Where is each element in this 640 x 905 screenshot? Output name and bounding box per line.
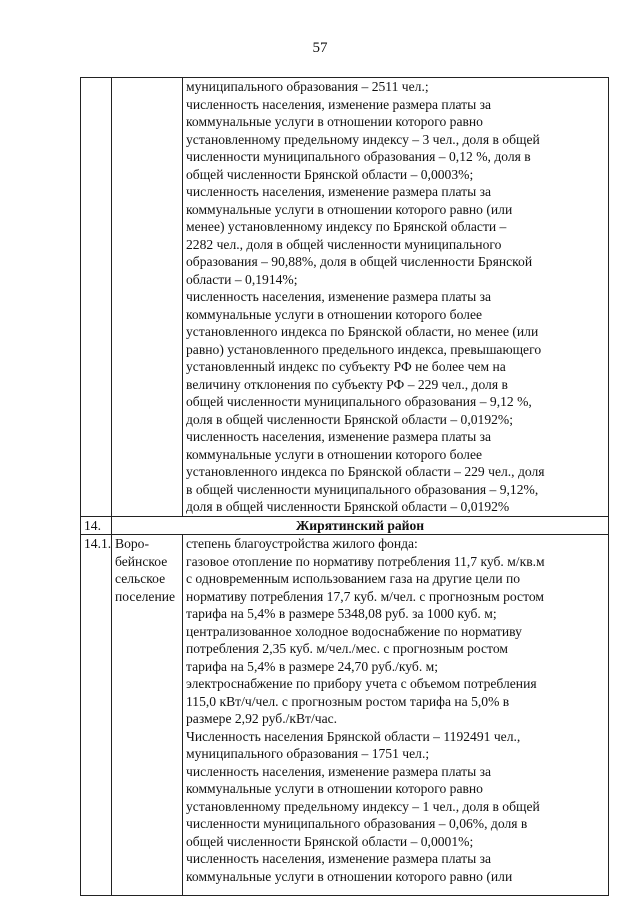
- text-line: в общей численности муниципального образования – 9,12%,: [186, 481, 539, 497]
- table-row-continued: [81, 78, 609, 517]
- text-line: коммунальные услуги в отношении которого более: [186, 446, 483, 462]
- text-line: численность населения, изменение размера платы за: [186, 289, 492, 304]
- text-line: электроснабжение по прибору учета с объемом потребления: [186, 676, 537, 691]
- text-line: общей численности Брянской области – 0,0001%;: [186, 833, 474, 849]
- text-line: установленного индекса по Брянской области – 229 чел., доля: [186, 464, 545, 479]
- settlement-text-cell: [183, 535, 609, 896]
- text-line: коммунальные услуги в отношении которого равно (или: [186, 868, 513, 884]
- text-line: газовое отопление по нормативу потребления 11,7 куб. м/кв.м: [186, 553, 545, 569]
- row-text-cell: [183, 78, 609, 517]
- text-line: равно) установленного предельного индекса, превышающего: [186, 341, 542, 357]
- text-line: установленному предельному индексу – 1 чел., доля в общей: [186, 798, 540, 814]
- text-line: общей численности Брянской области – 0,0003%;: [186, 166, 474, 182]
- settlement-name-line: Воро-: [115, 536, 149, 551]
- text-line: размере 2,92 руб./кВт/час.: [186, 711, 338, 726]
- settlement-name-line: поселение: [115, 588, 176, 604]
- text-line: установленному предельному индексу – 3 чел., доля в общей: [186, 131, 540, 147]
- document-table: [80, 77, 609, 896]
- text-line: муниципального образования – 1751 чел.;: [186, 746, 430, 761]
- row-number-cell: [81, 78, 112, 517]
- text-line: коммунальные услуги в отношении которого равно: [186, 781, 483, 796]
- text-line: тарифа на 5,4% в размере 24,70 руб./куб. м;: [186, 658, 438, 674]
- text-line: численность населения, изменение размера платы за: [186, 851, 492, 866]
- text-line: муниципального образования – 2511 чел.;: [186, 79, 429, 94]
- text-line: централизованное холодное водоснабжение по нормативу: [186, 623, 522, 639]
- text-line: установленный индекс по субъекту РФ не более чем на: [186, 359, 506, 374]
- text-line: коммунальные услуги в отношении которого равно (или: [186, 201, 513, 217]
- text-line: с одновременным использованием газа на другие цели по: [186, 571, 521, 586]
- text-line: численность населения, изменение размера платы за: [186, 184, 492, 199]
- text-line: образования – 90,88%, доля в общей численности Брянской: [186, 254, 533, 269]
- text-line: Численность населения Брянской области – 1192491 чел.,: [186, 728, 521, 744]
- text-line: степень благоустройства жилого фонда:: [186, 536, 418, 551]
- settlement-number: 14.1.: [81, 535, 112, 896]
- text-line: установленного индекса по Брянской области, но менее (или: [186, 324, 539, 339]
- settlement-name-line: сельское: [115, 571, 166, 586]
- table-row-district: [81, 516, 609, 535]
- text-line: коммунальные услуги в отношении которого более: [186, 306, 483, 322]
- text-line: доля в общей численности Брянской области – 0,0192%;: [186, 411, 514, 427]
- table-row-settlement: [81, 535, 609, 896]
- text-line: численность населения, изменение размера платы за: [186, 429, 492, 444]
- text-line: численности муниципального образования – 0,06%, доля в: [186, 816, 528, 831]
- text-line: численность населения, изменение размера платы за: [186, 96, 492, 112]
- settlement-name-line: бейнское: [115, 553, 168, 569]
- district-number: 14.: [81, 516, 112, 535]
- text-line: доля в общей численности Брянской области – 0,0192%: [186, 499, 510, 514]
- row-name-cell: [112, 78, 183, 517]
- text-line: менее) установленному индексу по Брянской области –: [186, 219, 507, 234]
- text-line: 2282 чел., доля в общей численности муниципального: [186, 236, 502, 252]
- text-line: величину отклонения по субъекту РФ – 229 чел., доля в: [186, 376, 508, 392]
- text-line: коммунальные услуги в отношении которого равно: [186, 114, 483, 129]
- text-line: 115,0 кВт/ч/чел. с прогнозным ростом тарифа на 5,0% в: [186, 693, 510, 709]
- text-line: тарифа на 5,4% в размере 5348,08 руб. за 1000 куб. м;: [186, 606, 497, 621]
- text-line: численность населения, изменение размера платы за: [186, 763, 492, 779]
- text-line: нормативу потребления 17,7 куб. м/чел. с прогнозным ростом: [186, 588, 544, 604]
- text-line: численности муниципального образования – 0,12 %, доля в: [186, 149, 531, 164]
- page-number: 57: [312, 40, 328, 56]
- district-title: Жирятинский район: [112, 516, 609, 535]
- text-line: области – 0,1914%;: [186, 271, 298, 287]
- settlement-name: [112, 535, 183, 896]
- text-line: общей численности муниципального образования – 9,12 %,: [186, 394, 532, 409]
- text-line: потребления 2,35 куб. м/чел./мес. с прогнозным ростом: [186, 641, 508, 656]
